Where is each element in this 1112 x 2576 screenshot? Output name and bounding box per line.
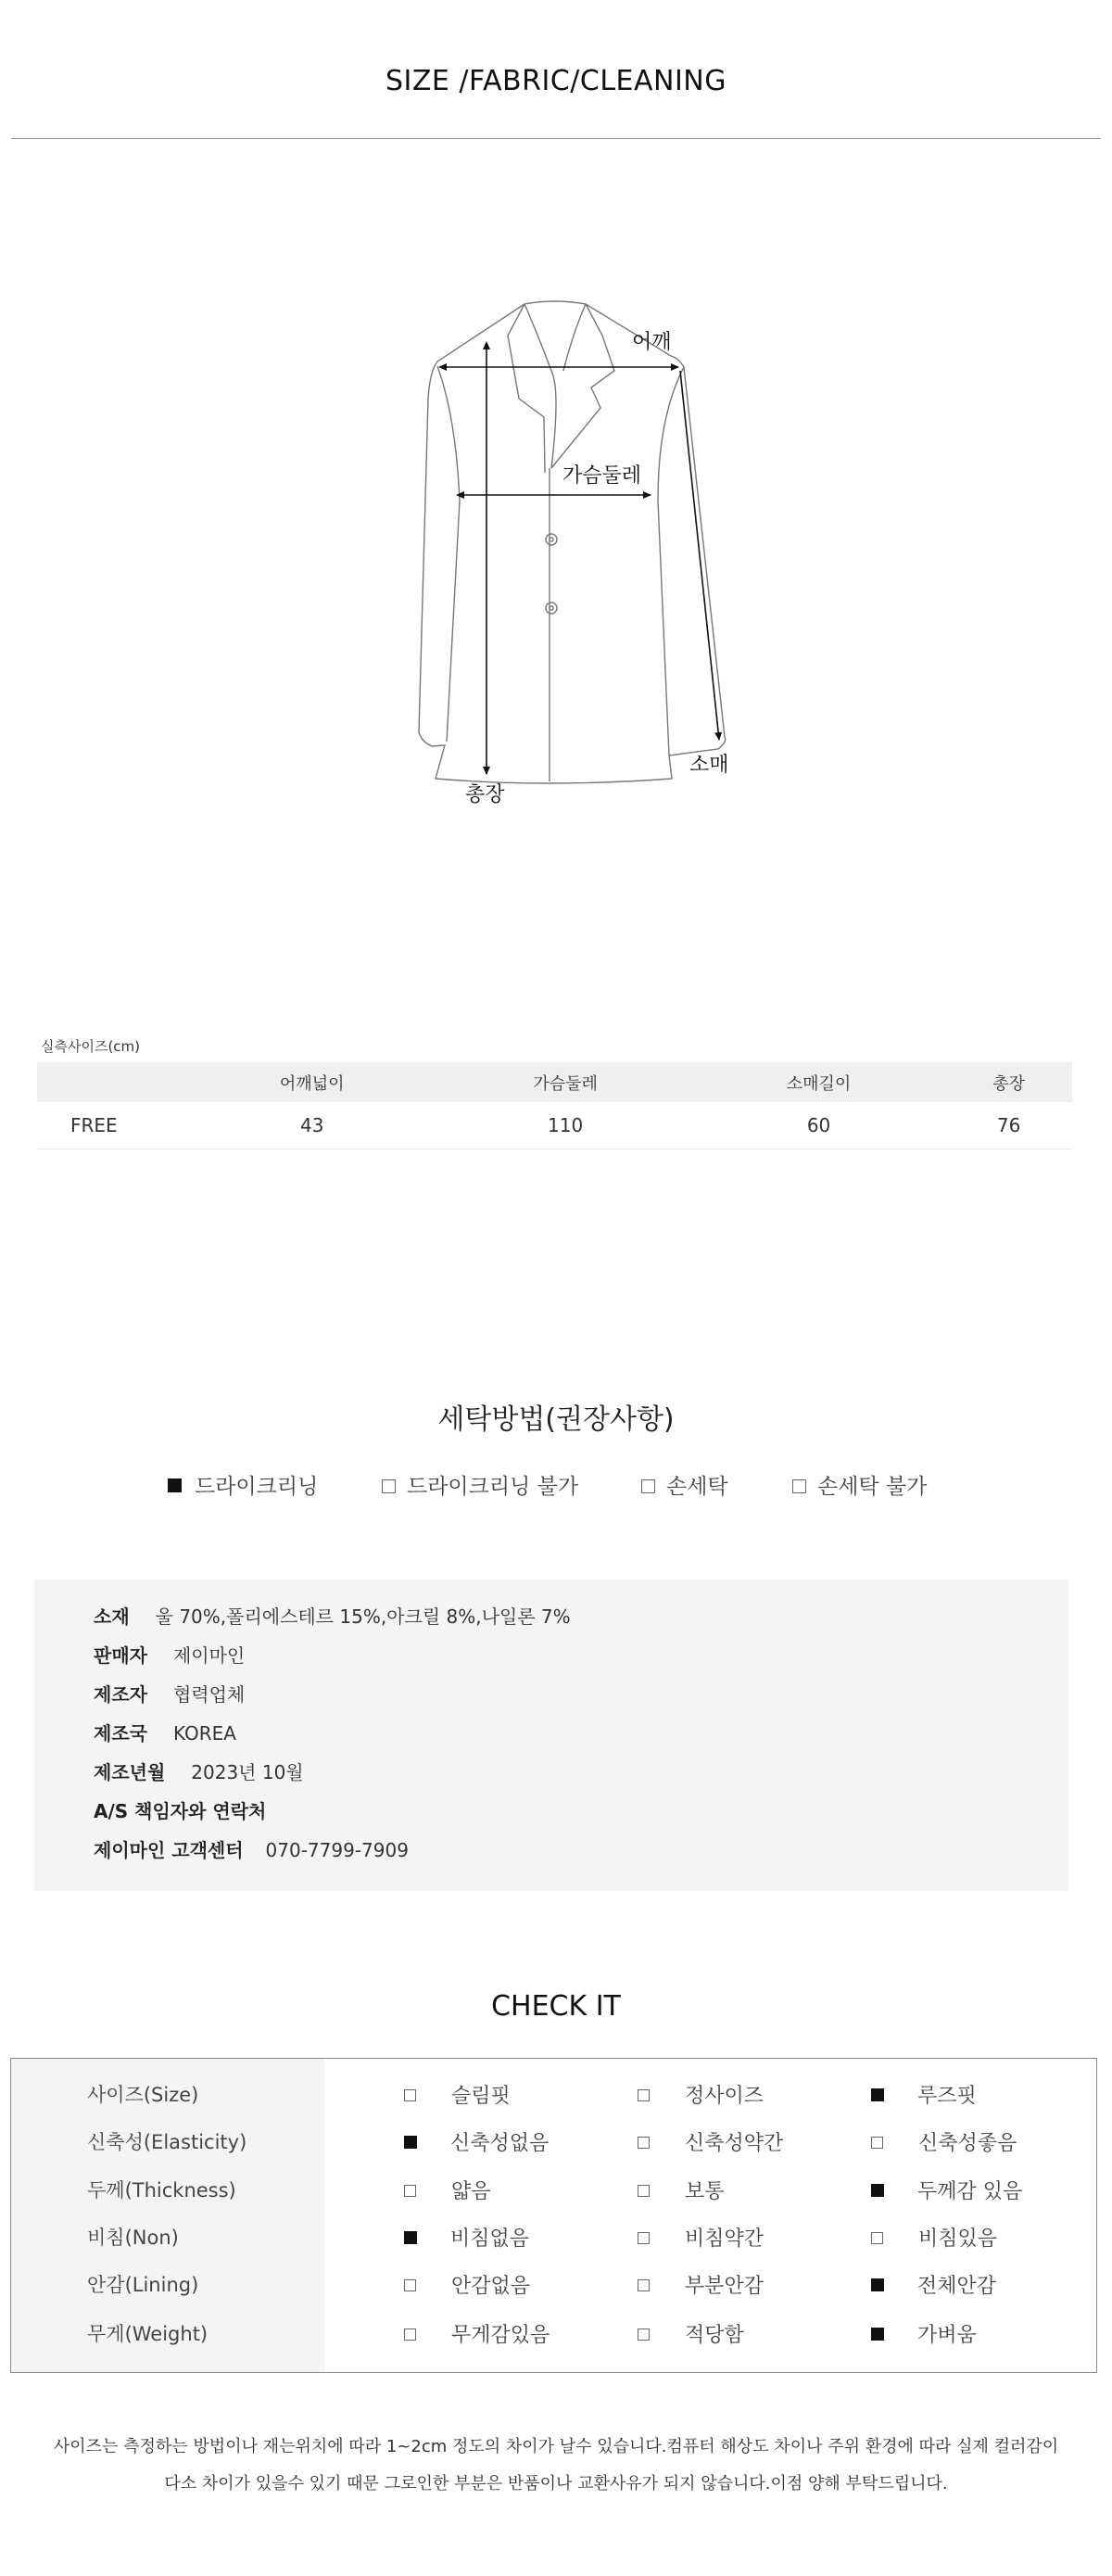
check-row-label: 비침(Non)	[87, 2227, 179, 2249]
page-title: SIZE /FABRIC/CLEANING	[385, 65, 727, 97]
size-value: 43	[185, 1102, 438, 1149]
check-option	[871, 2223, 997, 2252]
check-option	[404, 2223, 529, 2252]
info-row-date: 제조년월 2023년 10월	[94, 1761, 304, 1783]
garment-measure-diagram	[352, 278, 760, 834]
check-it-table	[10, 2058, 1097, 2373]
check-row-label: 무게(Weight)	[87, 2323, 208, 2345]
check-option-label: 전체안감	[917, 2275, 997, 2298]
size-table-header-cell	[37, 1062, 185, 1102]
check-option-label: 안감없음	[451, 2275, 531, 2298]
check-option-label: 비침없음	[450, 2227, 530, 2251]
check-option-label: 정사이즈	[685, 2085, 764, 2108]
check-option-label: 두께감 있음	[917, 2180, 1023, 2203]
check-option-label: 신축성없음	[450, 2132, 550, 2155]
wash-option-label: 손세탁 불가	[817, 1475, 928, 1499]
check-option-label: 신축성약간	[685, 2132, 784, 2155]
check-option	[404, 2176, 491, 2204]
check-option-label: 얇음	[451, 2180, 491, 2203]
check-option-label: 부분안감	[685, 2275, 764, 2298]
wash-option-dry-clean	[168, 1469, 318, 1500]
checked-box-icon	[168, 1478, 182, 1492]
wash-option-hand-wash	[641, 1469, 728, 1500]
wash-option-label: 손세탁	[666, 1475, 728, 1499]
check-option-label: 무게감있음	[451, 2324, 550, 2347]
label-sleeve: 소매	[689, 754, 729, 777]
jacket-outline	[419, 301, 726, 783]
unchecked-box-icon	[382, 1479, 396, 1493]
info-row-manufacturer: 제조자 협력업체	[94, 1683, 246, 1706]
label-shoulder: 어깨	[632, 331, 672, 354]
info-row-material: 소재 울 70%,폴리에스테르 15%,아크릴 8%,나일론 7%	[94, 1605, 571, 1628]
info-row-country: 제조국 KOREA	[94, 1722, 236, 1745]
check-option	[871, 2319, 977, 2348]
label-length: 총장	[465, 783, 505, 806]
check-option	[638, 2319, 744, 2348]
table-row	[37, 1102, 1072, 1149]
washing-title: 세탁방법(권장사항)	[437, 1403, 675, 1436]
unchecked-box-icon	[404, 2279, 416, 2291]
title-divider	[11, 138, 1101, 139]
size-notice	[0, 2429, 1112, 2503]
label-chest: 가슴둘레	[562, 464, 642, 488]
check-option	[638, 2080, 764, 2109]
check-option-label: 비침약간	[685, 2227, 764, 2251]
check-option	[871, 2127, 1017, 2156]
check-option-label: 신축성좋음	[918, 2132, 1017, 2155]
size-table-header-cell: 총장	[945, 1062, 1072, 1102]
size-table-caption: 실측사이즈(cm)	[41, 1038, 141, 1055]
unchecked-box-icon	[404, 2329, 416, 2341]
unchecked-box-icon	[871, 2232, 883, 2244]
check-option	[404, 2080, 511, 2109]
check-option-label: 슬림핏	[451, 2085, 511, 2108]
unchecked-box-icon	[641, 1479, 655, 1493]
wash-option-no-hand-wash	[792, 1469, 927, 1500]
check-row-label: 안감(Lining)	[87, 2274, 199, 2296]
wash-option-no-dry-clean	[382, 1469, 578, 1500]
info-row-seller: 판매자 제이마인	[94, 1644, 246, 1667]
info-row-as-contact: A/S 책임자와 연락처	[94, 1800, 267, 1822]
check-row-label: 신축성(Elasticity)	[87, 2131, 247, 2153]
size-table	[37, 1062, 1072, 1149]
unchecked-box-icon	[792, 1479, 806, 1493]
unchecked-box-icon	[638, 2232, 650, 2244]
check-option	[404, 2127, 549, 2156]
checked-box-icon	[404, 2136, 417, 2149]
unchecked-box-icon	[871, 2137, 883, 2149]
check-option	[404, 2270, 530, 2299]
check-option	[638, 2270, 764, 2299]
unchecked-box-icon	[638, 2137, 650, 2149]
size-table-header-cell: 소매길이	[692, 1062, 945, 1102]
check-it-title: CHECK IT	[491, 1990, 621, 2023]
check-option-label: 루즈핏	[917, 2085, 977, 2108]
size-table-header	[37, 1062, 1072, 1102]
check-option	[638, 2223, 764, 2252]
size-value: 76	[945, 1102, 1072, 1149]
check-option	[871, 2080, 977, 2109]
check-option	[638, 2176, 725, 2204]
check-option-label: 보통	[685, 2180, 725, 2203]
check-option-label: 비침있음	[918, 2227, 998, 2251]
checked-box-icon	[404, 2231, 417, 2244]
measure-arrows	[440, 343, 719, 774]
check-row-label: 두께(Thickness)	[87, 2179, 236, 2202]
check-option	[871, 2176, 1022, 2204]
wash-option-label: 드라이크리닝 불가	[407, 1475, 579, 1499]
notice-line: 다소 차이가 있을수 있기 때문 그로인한 부분은 반품이나 교환사유가 되지 않습니다.이점 양해 부탁드립니다.	[164, 2474, 948, 2494]
checked-box-icon	[871, 2088, 884, 2101]
check-option-label: 적당함	[685, 2324, 744, 2347]
unchecked-box-icon	[638, 2185, 650, 2197]
checked-box-icon	[871, 2184, 884, 2197]
unchecked-box-icon	[638, 2279, 650, 2291]
size-table-header-cell: 어깨넓이	[185, 1062, 438, 1102]
unchecked-box-icon	[404, 2185, 416, 2197]
check-option	[871, 2270, 996, 2299]
unchecked-box-icon	[404, 2089, 416, 2101]
checked-box-icon	[871, 2328, 884, 2341]
check-option	[404, 2319, 550, 2348]
wash-option-label: 드라이크리닝	[195, 1475, 319, 1499]
size-table-header-cell: 가슴둘레	[438, 1062, 691, 1102]
check-row-label: 사이즈(Size)	[87, 2084, 199, 2106]
check-option-label: 가벼움	[917, 2324, 977, 2347]
unchecked-box-icon	[638, 2329, 650, 2341]
info-row-customer-center: 제이마인 고객센터 070-7799-7909	[94, 1839, 409, 1861]
check-option	[638, 2127, 783, 2156]
size-value: 60	[692, 1102, 945, 1149]
checked-box-icon	[871, 2278, 884, 2291]
notice-line: 사이즈는 측정하는 방법이나 재는위치에 따라 1~2cm 정도의 차이가 날수 있습니다.컴퓨터 해상도 차이나 주위 환경에 따라 실제 컬러감이	[53, 2437, 1059, 2456]
size-label: FREE	[37, 1102, 185, 1149]
unchecked-box-icon	[638, 2089, 650, 2101]
size-value: 110	[438, 1102, 691, 1149]
